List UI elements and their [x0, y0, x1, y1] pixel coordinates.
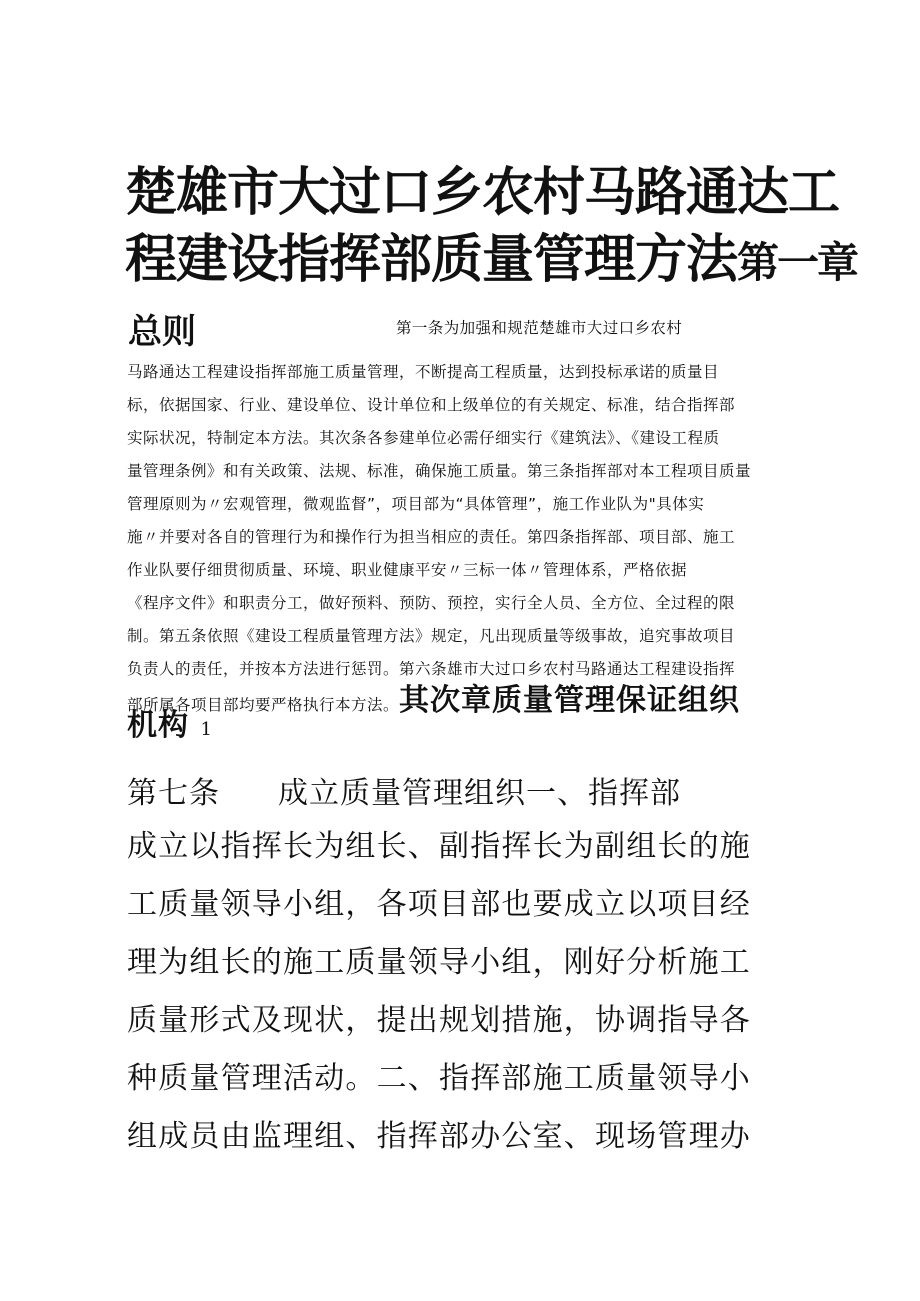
general-provisions-line: [128, 304, 828, 352]
large-body-line: 质量形式及现状，提出规划措施，协调指导各: [127, 1003, 751, 1038]
body-line: 量管理条例》和有关政策、法规、标准，确保施工质量。第三条指挥部对本工程项目质量: [127, 462, 752, 480]
article-7-heading: [127, 768, 681, 812]
body-line: 《程序文件》和职责分工，做好预料、预防、预控，实行全人员、全方位、全过程的限: [127, 594, 736, 612]
large-body-line: 成立以指挥长为组长、副指挥长为副组长的施: [127, 829, 751, 864]
title-line-2: [125, 227, 858, 296]
body-line: 标，依据国家、行业、建设单位、设计单位和上级单位的有关规定、标准，结合指挥部: [127, 396, 736, 414]
chapter-1-heading: 第一章: [737, 238, 858, 287]
body-line: 施〃并要对各自的管理行为和操作行为担当相应的责任。第四条指挥部、项目部、施工: [127, 528, 736, 546]
chapter-2-heading-part2: 机构: [127, 708, 189, 743]
body-text-small: [127, 356, 787, 722]
body-line: 马路通达工程建设指挥部施工质量管理，不断提高工程质量，达到投标承诺的质量目: [127, 363, 720, 381]
body-line: 作业队要仔细贯彻质量、环境、职业健康平安〃三标一体〃管理体系，严格依据: [127, 561, 688, 579]
chapter-2-heading-part1: 其次章质量管理保证组织: [399, 683, 741, 718]
body-line: 负责人的责任，并按本方法进行惩罚。第六条雄市大过口乡农村马路通达工程建设指挥: [127, 660, 736, 678]
document-title: [125, 160, 858, 296]
large-body-line: 工质量领导小组，各项目部也要成立以项目经: [127, 887, 751, 922]
article-1-start: 第一条为加强和规范楚雄市大过口乡农村: [396, 319, 683, 337]
footnote-mark: 1: [200, 719, 213, 740]
body-line: 制。第五条依照《建设工程质量管理方法》规定，凡出现质量等级事故，追究事故项目: [127, 627, 736, 645]
body-line: 管理原则为〃宏观管理，微观监督”，项目部为“具体管理”，施工作业队为"具体实: [127, 495, 705, 513]
article-7-label: 第七条: [127, 776, 220, 811]
large-body-line: 组成员由监理组、指挥部办公室、现场管理办: [127, 1119, 751, 1154]
body-line: 实际状况，特制定本方法。其次条各参建单位必需仔细实行《建筑法》、《建设工程质: [127, 429, 720, 447]
general-provisions-heading: 总则: [128, 312, 196, 352]
body-line-last: [127, 683, 787, 722]
title-line-2-text: 程建设指挥部质量管理方法: [125, 230, 738, 290]
article-7-text: 成立质量管理组织一、指挥部: [278, 776, 681, 811]
last-small-line: 部所属各项目部均要严格执行本方法。: [127, 696, 400, 714]
body-text-large: [127, 818, 787, 1166]
large-body-line: 理为组长的施工质量领导小组，刚好分析施工: [127, 945, 751, 980]
chapter-2-heading-continued: [127, 700, 213, 744]
large-body-line: 种质量管理活动。二、指挥部施工质量领导小: [127, 1061, 751, 1096]
title-line-1: 楚雄市大过口乡农村马路通达工: [125, 163, 840, 223]
